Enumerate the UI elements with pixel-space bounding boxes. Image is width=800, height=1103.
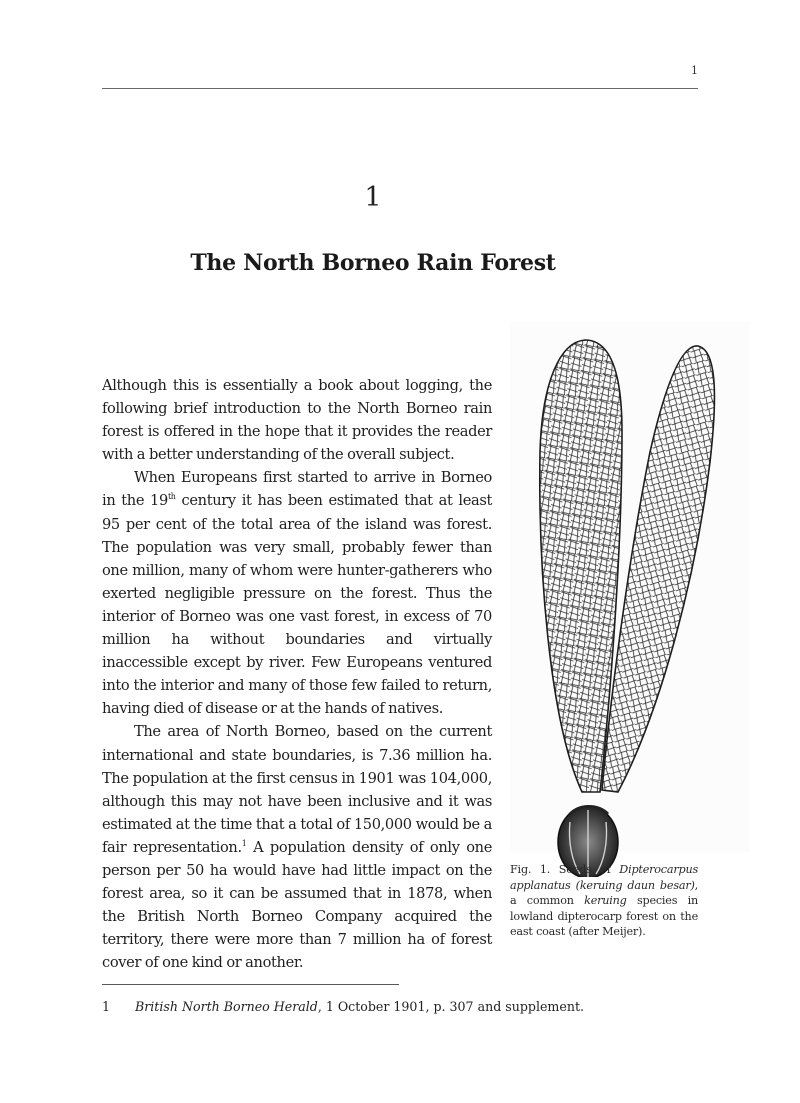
paragraph-3-text: The area of North Borneo, based on the current international and state boundaries, is 7.36 million ha. The population at the first census in 1901 was 104,000, although this may not have been inclusive and it was estimated at the time that a total of 150,000 would be a fair representation.: [102, 723, 492, 856]
paragraph-3-text-cont: A population density of only one person per 50 ha would have had little impact on the forest area, so it can be assumed that in 1878, when the British North Borneo Company acquired the territory, there were more than 7 million ha of forest cover of one kind or another.: [102, 838, 492, 972]
chapter-number: 1: [364, 182, 382, 213]
paragraph-2: [102, 466, 492, 720]
caption-suffix: species in lowland dipterocarp forest on the east coast (after Meijer).: [510, 894, 698, 938]
running-head-page-number: 1: [691, 64, 698, 77]
figure-caption: [510, 862, 698, 940]
caption-prefix: Fig. 1. Seeds of: [510, 863, 620, 876]
figure-seed-illustration: [510, 322, 750, 852]
footnote-source: British North Borneo Herald: [135, 999, 318, 1014]
paragraph-1: Although this is essentially a book about logging, the following brief introduction to the North Borneo rain forest is offered in the hope that it provides the reader with a better understanding of the overall subject.: [102, 377, 492, 464]
caption-species-name: Dipterocarpus applanatus (keruing daun besar): [510, 863, 698, 892]
superscript-ordinal: th: [167, 492, 176, 502]
header-rule: [102, 88, 698, 89]
paragraph-2-text: When Europeans first started to arrive in Borneo in the 19: [102, 469, 492, 510]
caption-mid: , a common: [510, 878, 698, 907]
footnote-details: , 1 October 1901, p. 307 and supplement.: [317, 999, 585, 1014]
body-text: [102, 374, 492, 974]
caption-common-name: keruing: [584, 894, 627, 907]
paragraph-3: [102, 720, 492, 974]
footnote-rule: [102, 984, 399, 985]
chapter-title: The North Borneo Rain Forest: [190, 250, 556, 276]
dipterocarpus-seed-drawing: [510, 322, 750, 877]
paragraph-2-text-cont: century it has been estimated that at least 95 per cent of the total area of the island was forest. The population was very small, probably fewer than one million, many of whom were hunter-gatherers who exerted negligible pressure on the forest. Thus the interior of Borneo was one vast forest, in excess of 70 million ha without boundaries and virtually inaccessible except by river. Few Europeans ventured into the interior and many of those few failed to return, having died of disease or at the hands of natives.: [102, 492, 492, 718]
footnote: [102, 999, 702, 1014]
footnote-number: 1: [102, 999, 111, 1014]
footnote-reference[interactable]: 1: [241, 838, 247, 848]
